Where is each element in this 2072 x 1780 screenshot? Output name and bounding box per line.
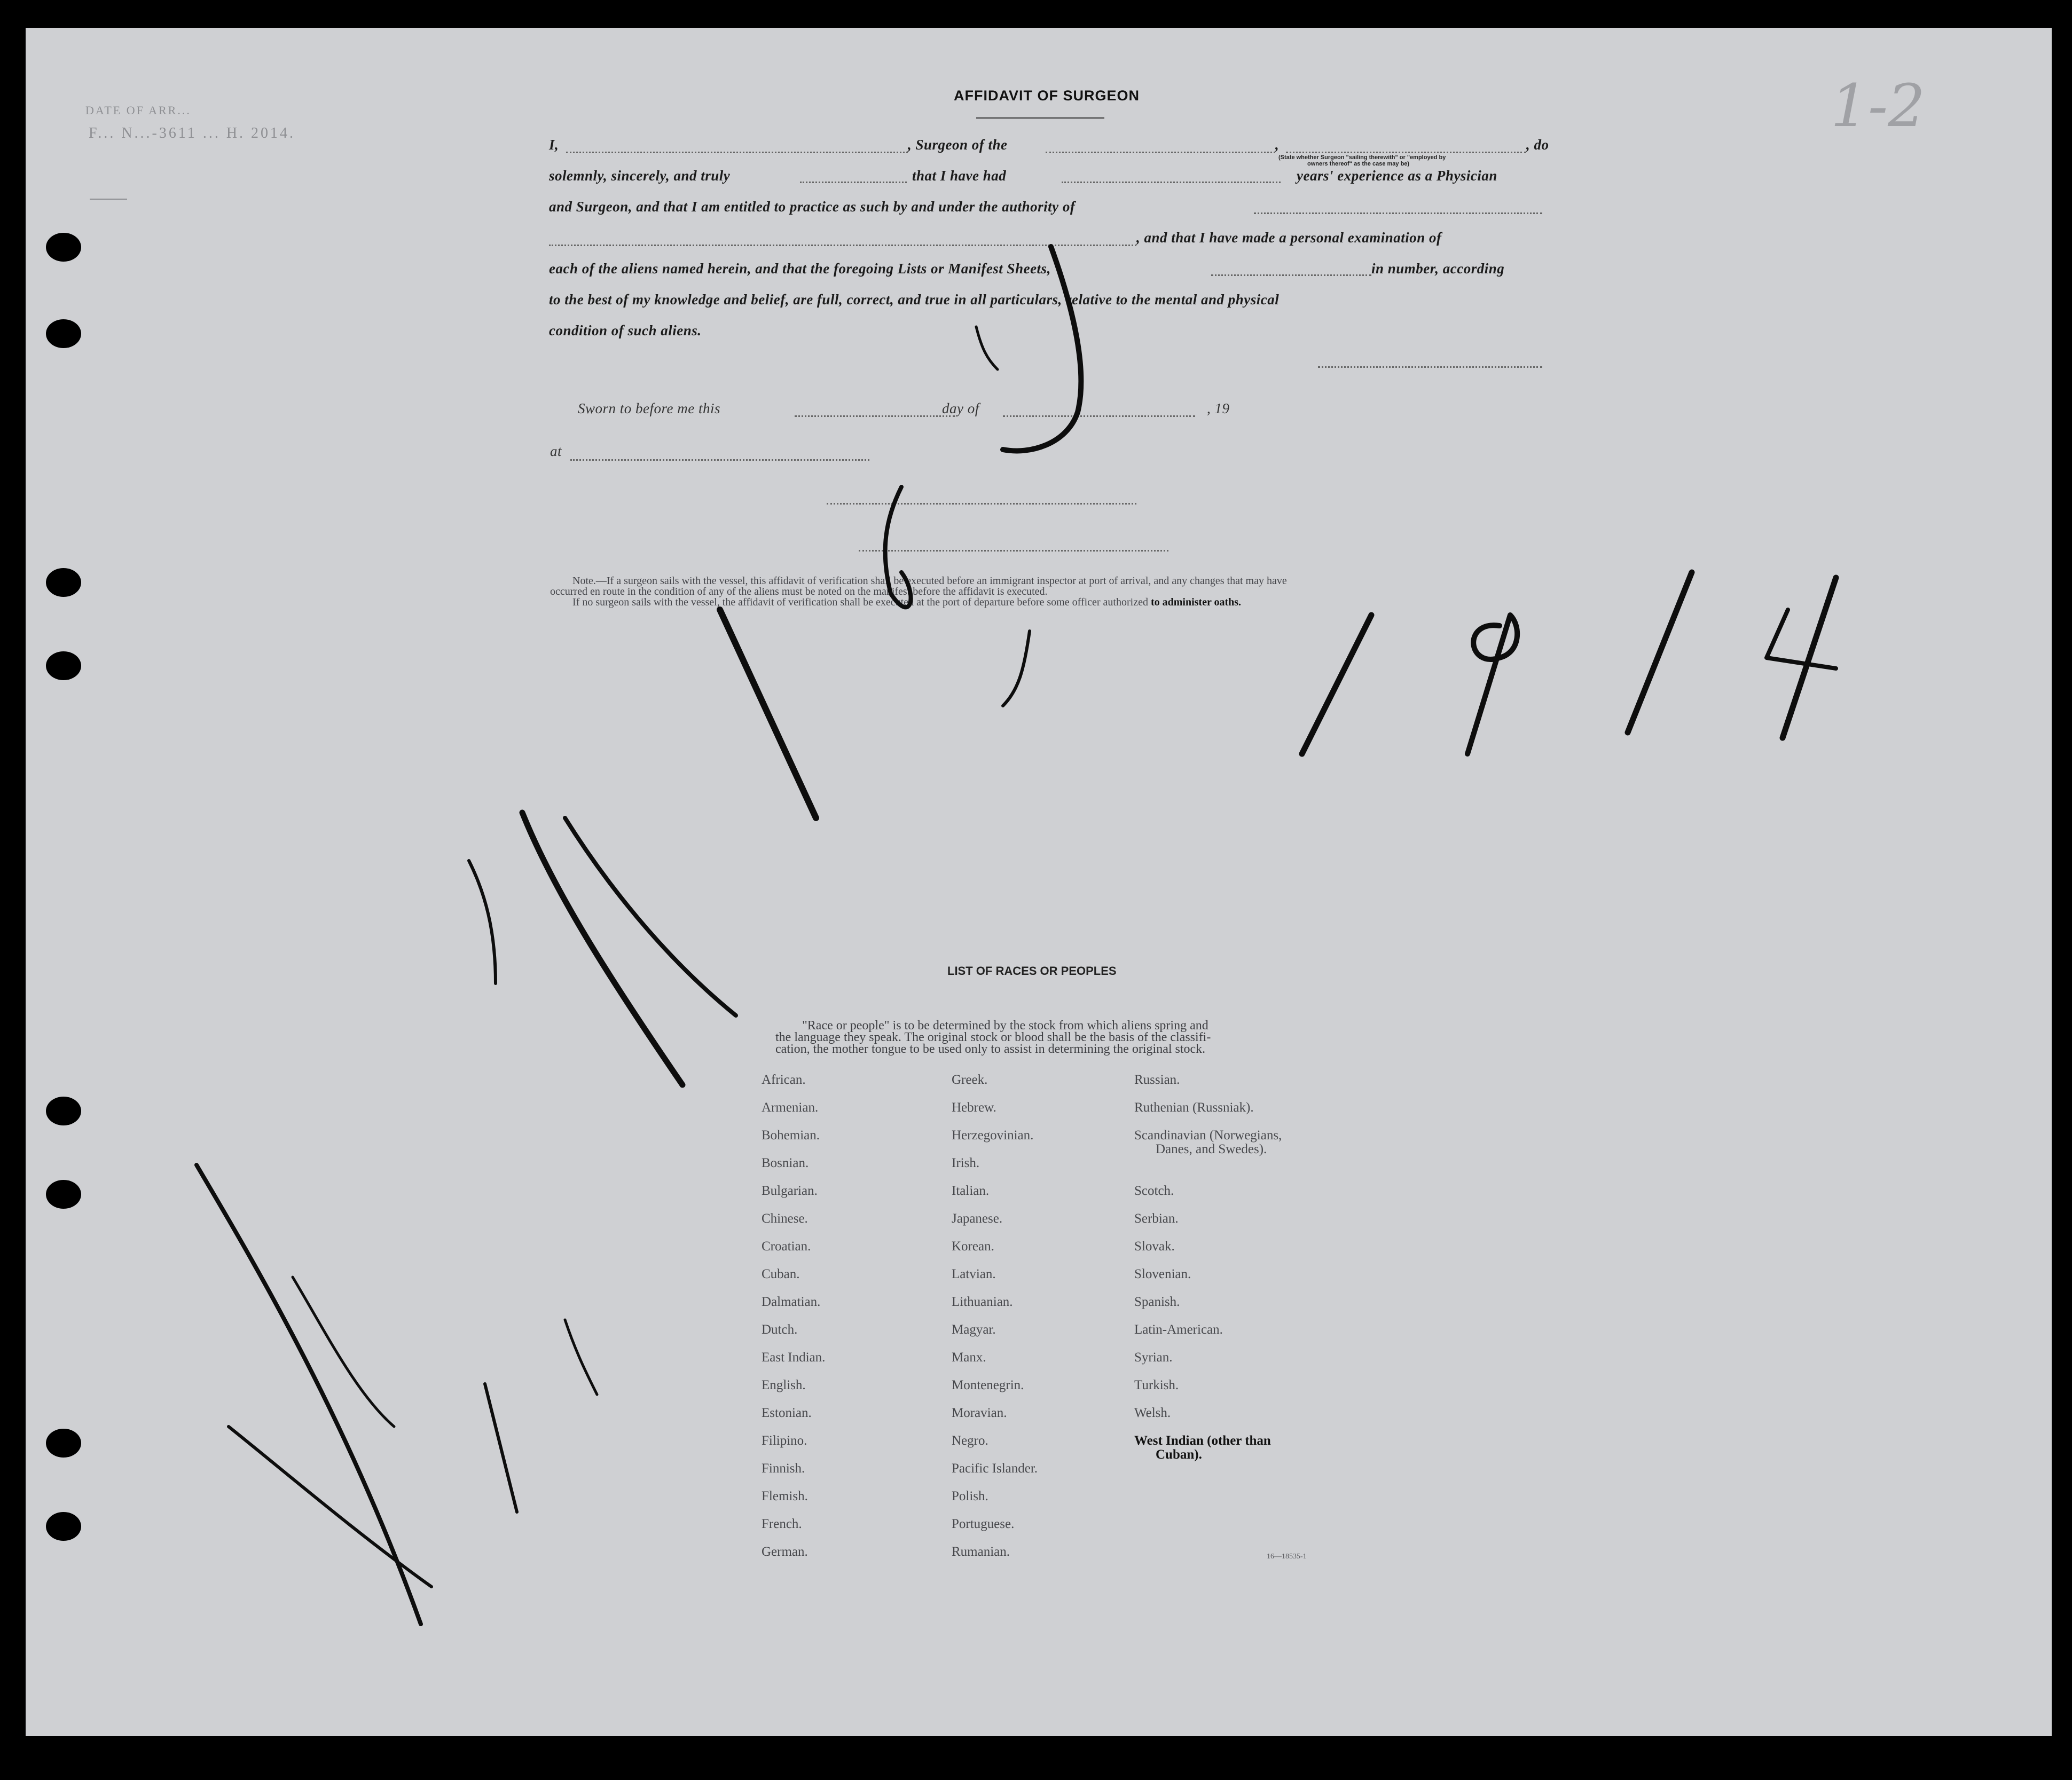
race-item: Japanese. (952, 1211, 1003, 1226)
races-intro-2: the language they speak. The original stock or blood shall be the basis of the classifi- (775, 1030, 1211, 1044)
faint-stamp-line1: DATE OF ARR... (85, 104, 191, 117)
race-item: Lithuanian. (952, 1295, 1013, 1309)
race-item: Slovenian. (1134, 1267, 1191, 1281)
race-item: Rumanian. (952, 1545, 1010, 1559)
race-item: French. (762, 1517, 802, 1531)
affidavit-title: AFFIDAVIT OF SURGEON (954, 88, 1140, 104)
race-item: Scandinavian (Norwegians, (1134, 1128, 1282, 1143)
sworn-text-b: day of (942, 400, 979, 416)
race-item: Flemish. (762, 1489, 808, 1503)
race-item: East Indian. (762, 1350, 826, 1365)
race-item: Russian. (1134, 1073, 1180, 1087)
race-item: English. (762, 1378, 806, 1392)
race-item: Cuban. (762, 1267, 800, 1281)
race-item: Welsh. (1134, 1406, 1171, 1420)
races-title: LIST OF RACES OR PEOPLES (947, 964, 1117, 978)
race-item: Italian. (952, 1184, 990, 1198)
race-item: Syrian. (1134, 1350, 1173, 1365)
race-item: Manx. (952, 1350, 986, 1365)
affidavit-note-1: (State whether Surgeon "sailing therewith" or "employed by (1278, 154, 1446, 161)
race-item: Bosnian. (762, 1156, 809, 1170)
race-item: Slovak. (1134, 1239, 1175, 1254)
race-item: Ruthenian (Russniak). (1134, 1100, 1254, 1115)
race-item: African. (762, 1073, 806, 1087)
race-item: Greek. (952, 1073, 988, 1087)
affidavit-line1-a: I, (549, 137, 559, 153)
race-item: Korean. (952, 1239, 994, 1254)
race-item: Turkish. (1134, 1378, 1179, 1392)
race-item: Latvian. (952, 1267, 996, 1281)
race-item: Bohemian. (762, 1128, 820, 1143)
race-item: Filipino. (762, 1434, 807, 1448)
race-item: Dutch. (762, 1322, 798, 1337)
race-item: Pacific Islander. (952, 1461, 1038, 1476)
affidavit-line1-b: , Surgeon of the (908, 137, 1008, 153)
race-item: Latin-American. (1134, 1322, 1223, 1337)
note-line3b: to administer oaths. (1150, 596, 1242, 608)
page-number: 1-2 (1831, 72, 1926, 140)
affidavit-line6: to the best of my knowledge and belief, are full, correct, and true in all particulars, relative to the mental and physical (549, 292, 1280, 308)
race-item: West Indian (other than (1134, 1434, 1271, 1448)
races-intro-1: "Race or people" is to be determined by the stock from which aliens spring and (802, 1019, 1208, 1033)
race-item: Herzegovinian. (952, 1128, 1034, 1143)
races-intro-3: cation, the mother tongue to be used only to assist in determining the original stock. (775, 1042, 1206, 1056)
race-item: Negro. (952, 1434, 988, 1448)
affidavit-line3: and Surgeon, and that I am entitled to practice as such by and under the authority of (549, 199, 1076, 215)
race-item: Danes, and Swedes). (1156, 1142, 1267, 1156)
race-item: Spanish. (1134, 1295, 1180, 1309)
affidavit-line7: condition of such aliens. (549, 322, 702, 338)
race-item: Moravian. (952, 1406, 1007, 1420)
affidavit-line2-a: solemnly, sincerely, and truly (549, 168, 731, 184)
race-item: Hebrew. (952, 1100, 996, 1115)
note-line1: Note.—If a surgeon sails with the vessel, this affidavit of verification shall be executed before an immigrant inspector at port of arrival, and any changes that may have (572, 575, 1287, 587)
affidavit-line4: , and that I have made a personal examination of (1136, 230, 1442, 246)
race-item: Scotch. (1134, 1184, 1174, 1198)
race-item: Serbian. (1134, 1211, 1179, 1226)
race-item: Dalmatian. (762, 1295, 821, 1309)
race-item: Magyar. (952, 1322, 996, 1337)
affidavit-line5-b: in number, according (1371, 261, 1505, 277)
note-line2: occurred en route in the condition of any of the aliens must be noted on the manifest before the affidavit is executed. (550, 586, 1048, 597)
race-item: Croatian. (762, 1239, 811, 1254)
race-item: Cuban). (1156, 1447, 1202, 1462)
race-item: Bulgarian. (762, 1184, 818, 1198)
form-number: 16—18535-1 (1267, 1553, 1307, 1561)
comma: , (1275, 137, 1280, 153)
affidavit-line1-c: , do (1526, 137, 1549, 153)
faint-stamp-line2: F... N...-3611 ... H. 2014. (89, 125, 296, 141)
affidavit-line2-b: that I have had (912, 168, 1007, 184)
handwritten-annotation (26, 28, 2052, 1736)
race-item: Irish. (952, 1156, 980, 1170)
document-page (26, 28, 2052, 1736)
race-item: Armenian. (762, 1100, 819, 1115)
race-item: Portuguese. (952, 1517, 1015, 1531)
race-item: Estonian. (762, 1406, 812, 1420)
affidavit-line5-a: each of the aliens named herein, and that the foregoing Lists or Manifest Sheets, (549, 261, 1051, 277)
at-label: at (550, 443, 562, 459)
affidavit-note-2: owners thereof" as the case may be) (1307, 161, 1410, 167)
affidavit-line2-c: years' experience as a Physician (1297, 168, 1497, 184)
sworn-text-c: , 19 (1207, 400, 1230, 416)
race-item: Montenegrin. (952, 1378, 1024, 1392)
race-item: Chinese. (762, 1211, 808, 1226)
race-item: Polish. (952, 1489, 988, 1503)
sworn-text-a: Sworn to before me this (578, 400, 720, 416)
race-item: Finnish. (762, 1461, 805, 1476)
note-line3a: If no surgeon sails with the vessel, the affidavit of verification shall be executed at the port of departure before some officer authorized (572, 596, 1151, 608)
race-item: German. (762, 1545, 808, 1559)
